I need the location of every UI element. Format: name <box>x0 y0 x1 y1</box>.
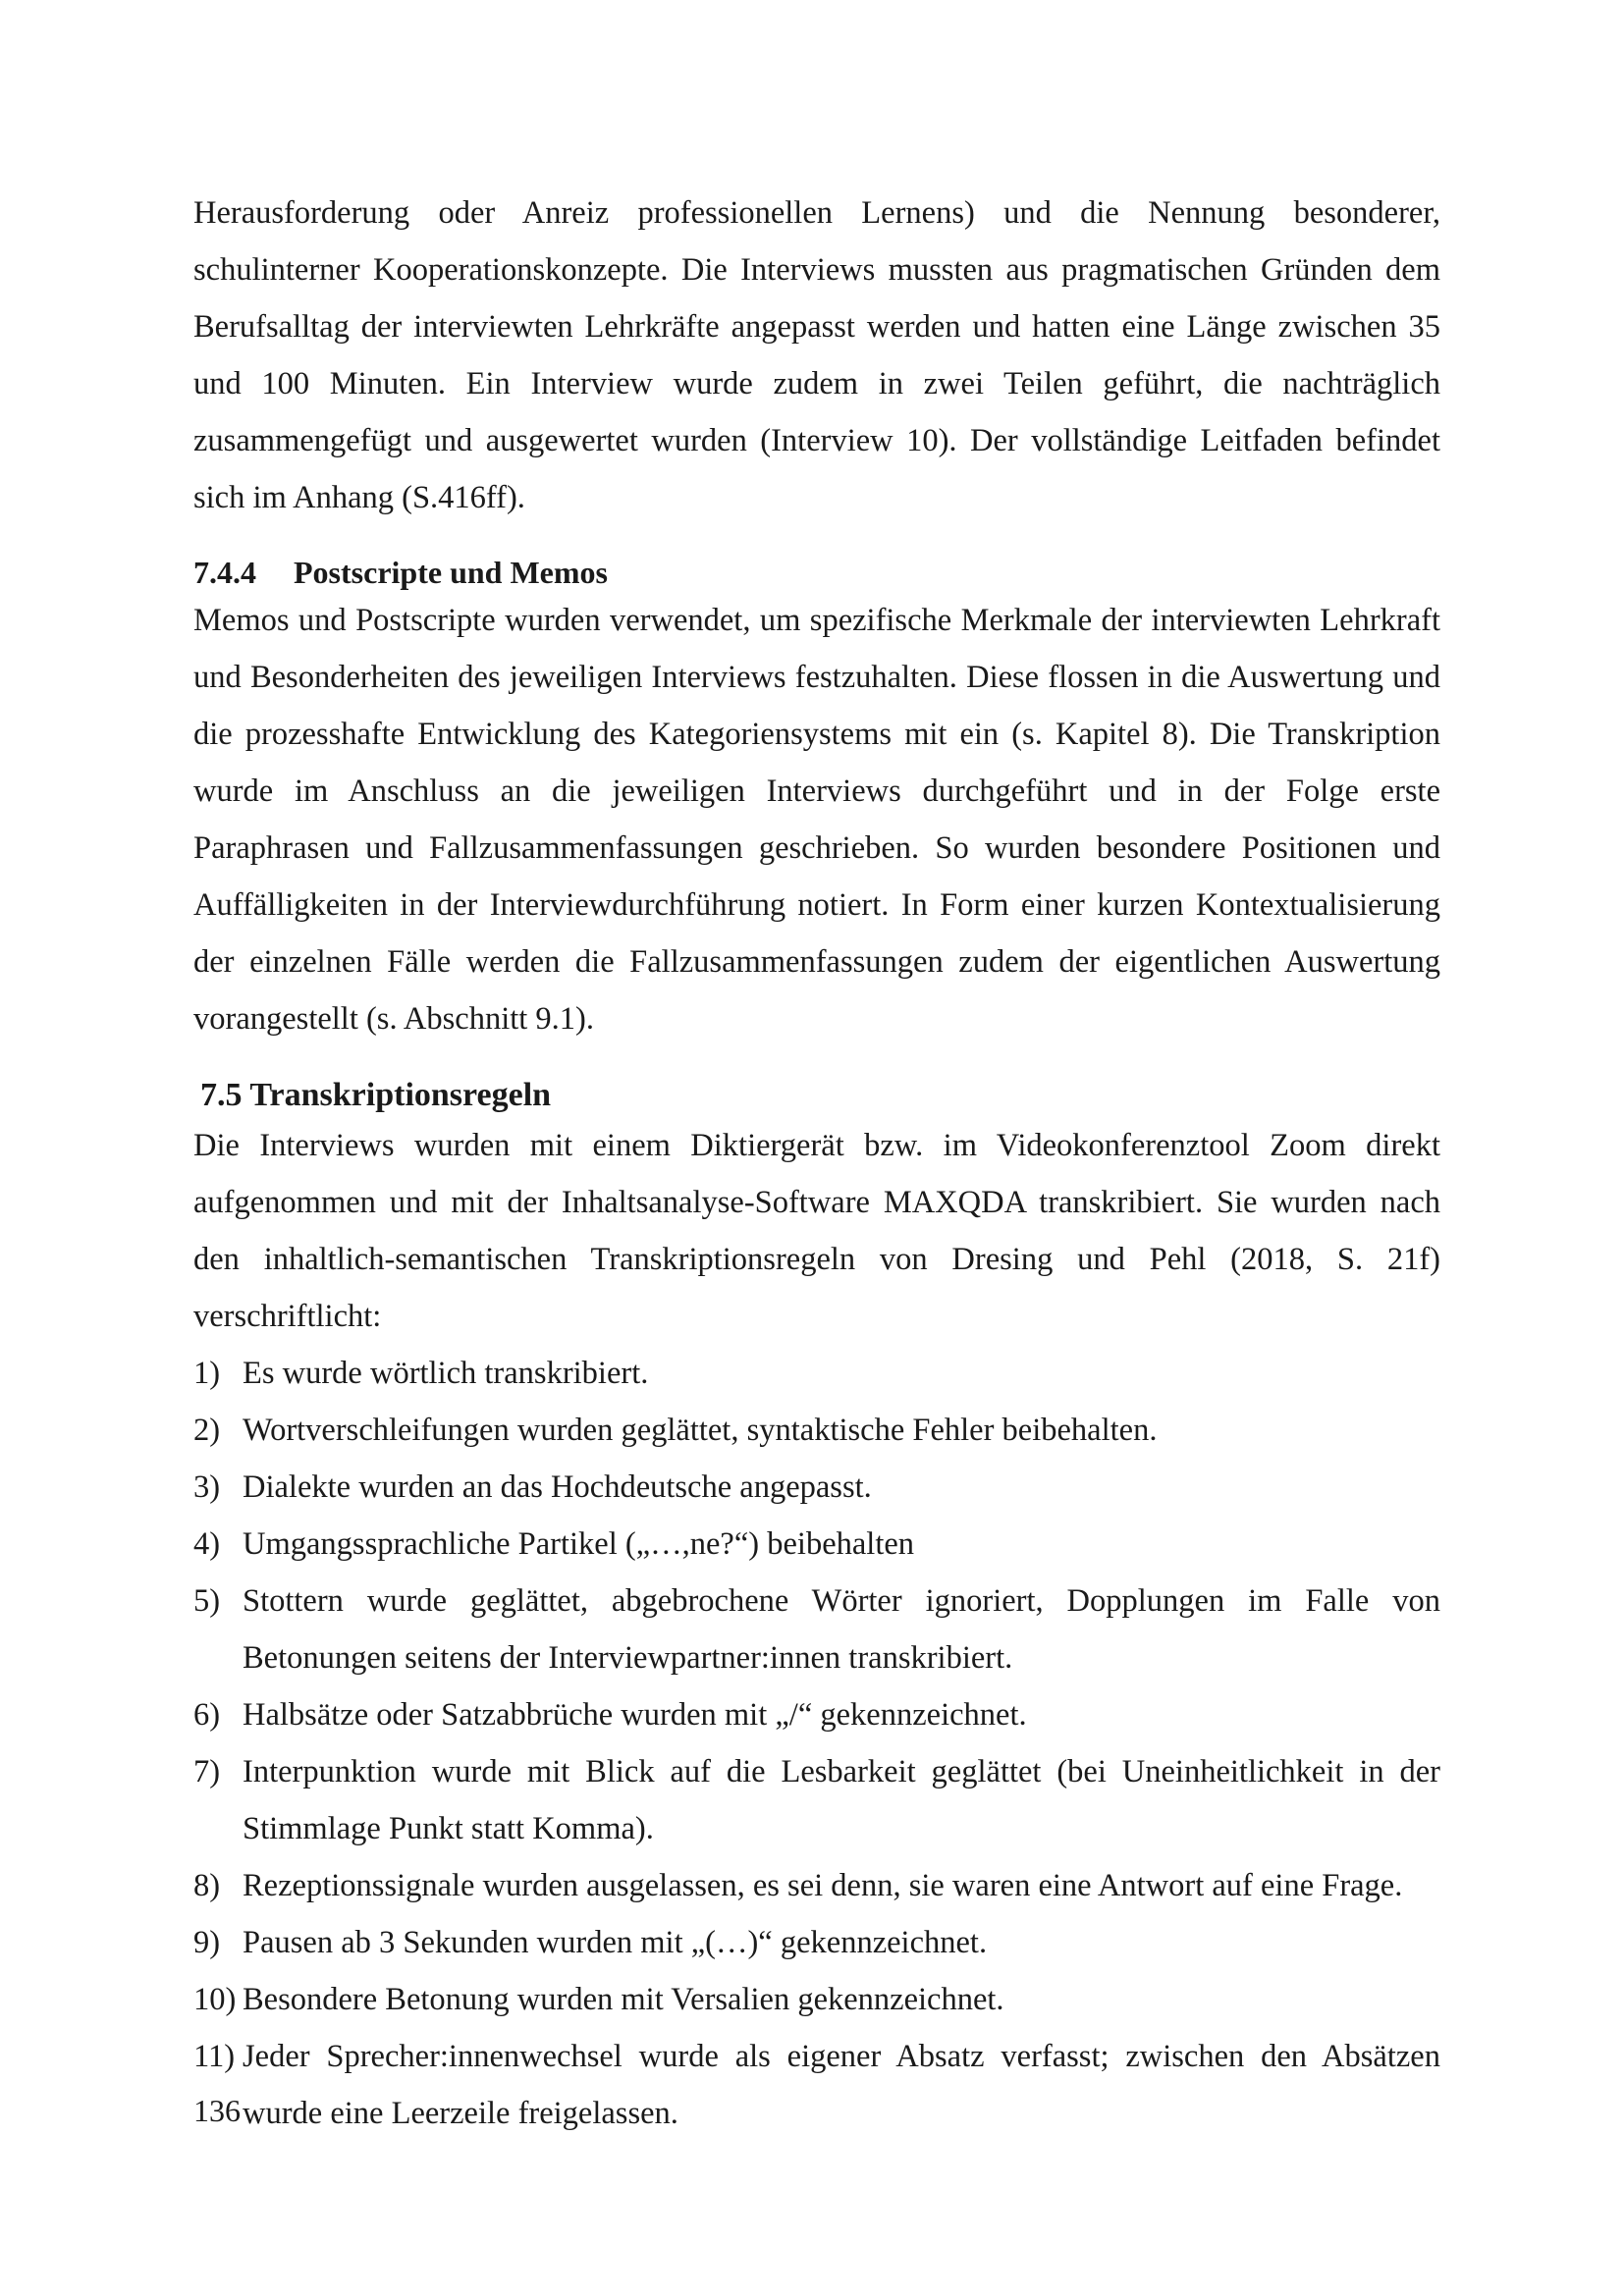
section-number: 7.5 <box>200 1077 243 1113</box>
section-heading-7-5 <box>200 1076 551 1115</box>
list-item: 10) Besondere Betonung wurden mit Versalien gekennzeichnet. <box>193 1982 1004 2017</box>
list-item: 9) Pausen ab 3 Sekunden wurden mit „(…)“ gekennzeichnet. <box>193 1925 988 1960</box>
page-number: 136 <box>193 2093 241 2128</box>
list-item: 7) Interpunktion wurde mit Blick auf die Lesbarkeit geglättet (bei Uneinheitlichkeit in der Stimmlage Punkt statt Komma). <box>193 1754 1440 1846</box>
list-item: 5) Stottern wurde geglättet, abgebrochene Wörter ignoriert, Dopplungen im Falle von Betonungen seitens der Interviewpartner:innen transkribiert. <box>193 1583 1440 1676</box>
memos-paragraph: Memos und Postscripte wurden verwendet, um spezifische Merkmale der interviewten Lehrkraft und Besonderheiten des jeweiligen Interviews festzuhalten. Diese flossen in die Auswertung und die prozesshafte Entwicklung des Kategoriensystems mit ein (s. Kapitel 8). Die Transkription wurde im Anschluss an die jeweiligen Interviews durchgeführt und in der Folge erste Paraphrasen und Fallzusammenfassungen geschrieben. So wurden besondere Positionen und Auffälligkeiten in der Interviewdurchführung notiert. In Form einer kurzen Kontextualisierung der einzelnen Fälle werden die Fallzusammenfassungen zudem der eigentlichen Auswertung vorangestellt (s. Abschnitt 9.1). <box>193 603 1440 1037</box>
section-title: Postscripte und Memos <box>294 555 608 590</box>
transcription-paragraph: Die Interviews wurden mit einem Diktiergerät bzw. im Videokonferenztool Zoom direkt aufgenommen und mit der Inhaltsanalyse-Software MAXQDA transkribiert. Sie wurden nach den inhaltlich-semantischen Transkriptionsregeln von Dresing und Pehl (2018, S. 21f) verschriftlicht: <box>193 1128 1440 1334</box>
transcription-rules-list <box>193 1345 1440 2142</box>
list-item: 4) Umgangssprachliche Partikel („…,ne?“) beibehalten <box>193 1526 915 1562</box>
list-item: 8) Rezeptionssignale wurden ausgelassen, es sei denn, sie waren eine Antwort auf eine Frage. <box>193 1868 1403 1903</box>
list-item: 2) Wortverschleifungen wurden geglättet, syntaktische Fehler beibehalten. <box>193 1413 1158 1448</box>
section-title: Transkriptionsregeln <box>249 1077 552 1113</box>
intro-paragraph: Herausforderung oder Anreiz professionellen Lernens) und die Nennung besonderer, schulinterner Kooperationskonzepte. Die Interviews mussten aus pragmatischen Gründen dem Berufsalltag der interviewten Lehrkräfte angepasst werden und hatten eine Länge zwischen 35 und 100 Minuten. Ein Interview wurde zudem in zwei Teilen geführt, die nachträglich zusammengefügt und ausgewertet wurden (Interview 10). Der vollständige Leitfaden befindet sich im Anhang (S.416ff). <box>193 195 1440 515</box>
list-item: 3) Dialekte wurden an das Hochdeutsche angepasst. <box>193 1469 872 1505</box>
list-item: 1) Es wurde wörtlich transkribiert. <box>193 1356 649 1391</box>
section-number: 7.4.4 <box>193 555 256 590</box>
list-item: 6) Halbsätze oder Satzabbrüche wurden mit „/“ gekennzeichnet. <box>193 1697 1027 1733</box>
section-heading-7-4-4 <box>193 553 608 592</box>
list-item: 11) Jeder Sprecher:innenwechsel wurde als eigener Absatz verfasst; zwischen den Absätzen wurde eine Leerzeile freigelassen. <box>193 2039 1440 2131</box>
